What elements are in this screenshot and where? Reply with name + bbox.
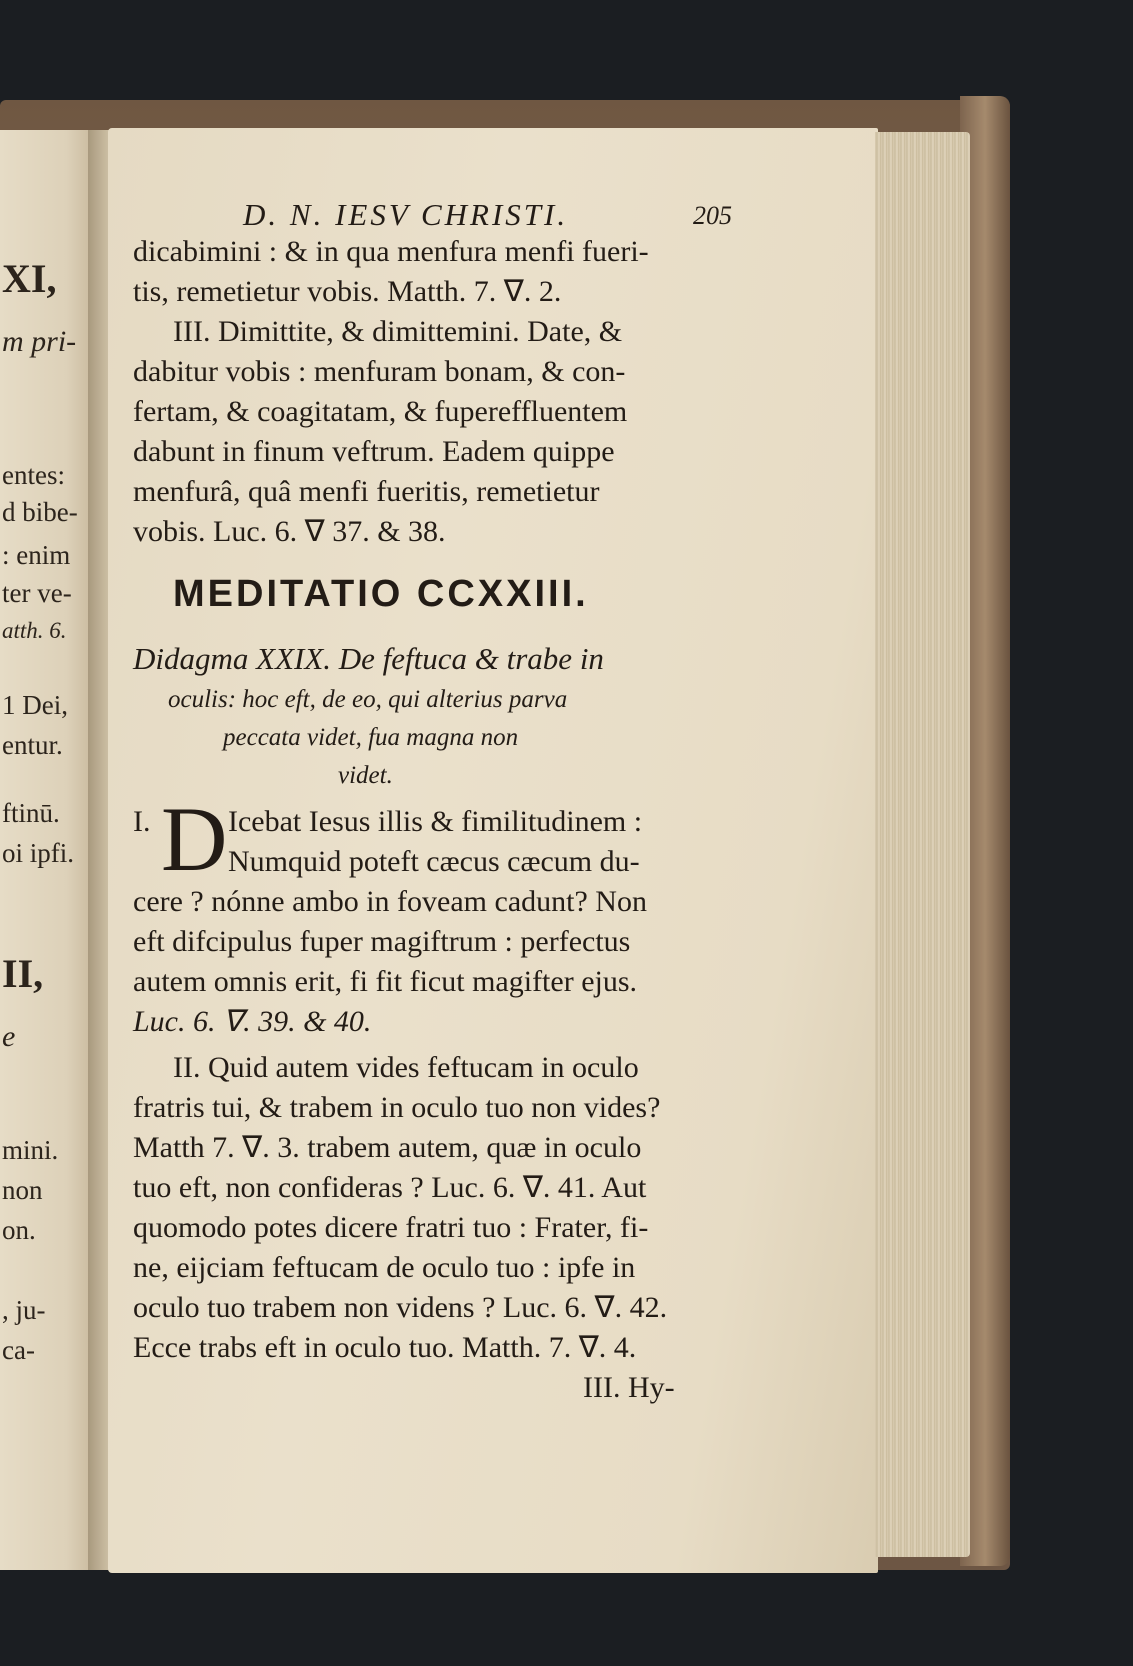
- catchword: III. Hy-: [583, 1371, 675, 1404]
- section-line: Luc. 6. ∇. 39. & 40.: [133, 1005, 372, 1038]
- left-fragment: ter ve-: [2, 578, 72, 608]
- intro-line: fertam, & coagitatam, & fupereffluentem: [133, 395, 628, 428]
- drop-cap: D: [161, 788, 228, 890]
- page-fore-edge: [875, 132, 970, 1557]
- intro-line: tis, remetietur vobis. Matth. 7. ∇. 2.: [133, 275, 562, 308]
- left-fragment: 1 Dei,: [2, 690, 68, 720]
- didagma-line: videt.: [338, 762, 393, 789]
- left-fragment: entes:: [2, 460, 65, 490]
- left-fragment: on.: [2, 1215, 36, 1245]
- section-line: cere ? nónne ambo in foveam cadunt? Non: [133, 885, 647, 918]
- left-fragment: e: [2, 1020, 16, 1053]
- running-head: D. N. IESV CHRISTI.: [243, 197, 569, 232]
- intro-line: vobis. Luc. 6. ∇ 37. & 38.: [133, 515, 446, 548]
- section-line: eft difcipulus fuper magiftrum : perfectus: [133, 925, 631, 958]
- section-line: ne, eijciam feftucam de oculo tuo : ipfe in: [133, 1251, 636, 1284]
- meditation-title: MEDITATIO CCXXIII.: [173, 573, 589, 615]
- left-fragment: d bibe-: [2, 497, 78, 527]
- left-fragment: ca-: [2, 1335, 35, 1365]
- section-line: tuo eft, non confideras ? Luc. 6. ∇. 41. Aut: [133, 1171, 647, 1204]
- intro-line: menfurâ, quâ menfi fueritis, remetietur: [133, 475, 600, 508]
- left-fragment: mini.: [2, 1135, 59, 1165]
- left-fragment: atth. 6.: [2, 618, 67, 643]
- left-fragment: ftinū.: [2, 798, 60, 828]
- left-fragment: , ju-: [2, 1295, 46, 1325]
- intro-line: III. Dimittite, & dimittemini. Date, &: [173, 315, 623, 348]
- left-fragment: entur.: [2, 730, 63, 760]
- section-line: Ecce trabs eft in oculo tuo. Matth. 7. ∇. 4.: [133, 1331, 637, 1364]
- section-line: Icebat Iesus illis & fimilitudinem :: [228, 805, 643, 838]
- left-page: [0, 130, 95, 1570]
- section-label: I.: [133, 805, 151, 838]
- section-line: quomodo potes dicere fratri tuo : Frater, fi-: [133, 1211, 649, 1244]
- left-fragment: non: [2, 1175, 43, 1205]
- section-line: Numquid poteft cæcus cæcum du-: [228, 845, 640, 878]
- didagma-line: peccata videt, fua magna non: [223, 724, 519, 751]
- left-fragment: : enim: [2, 540, 71, 570]
- left-fragment: II,: [2, 951, 44, 996]
- left-fragment: oi ipfi.: [2, 838, 74, 868]
- section-line: oculo tuo trabem non videns ? Luc. 6. ∇. 42.: [133, 1291, 668, 1324]
- page-number: 205: [693, 201, 732, 230]
- section-line: fratris tui, & trabem in oculo tuo non vides?: [133, 1091, 661, 1124]
- left-fragment: XI,: [2, 256, 57, 301]
- section-line: Matth 7. ∇. 3. trabem autem, quæ in oculo: [133, 1131, 642, 1164]
- left-fragment: m pri-: [2, 325, 77, 358]
- didagma-line: Didagma XXIX. De feftuca & trabe in: [133, 641, 604, 676]
- intro-line: dabunt in finum veftrum. Eadem quippe: [133, 435, 615, 468]
- didagma-line: oculis: hoc eft, de eo, qui alterius parva: [168, 686, 568, 713]
- intro-line: dicabimini : & in qua menfura menfi fueri-: [133, 235, 649, 268]
- section-line: autem omnis erit, fi fit ficut magifter ejus.: [133, 965, 638, 998]
- section-line: II. Quid autem vides feftucam in oculo: [173, 1051, 639, 1084]
- intro-line: dabitur vobis : menfuram bonam, & con-: [133, 355, 626, 388]
